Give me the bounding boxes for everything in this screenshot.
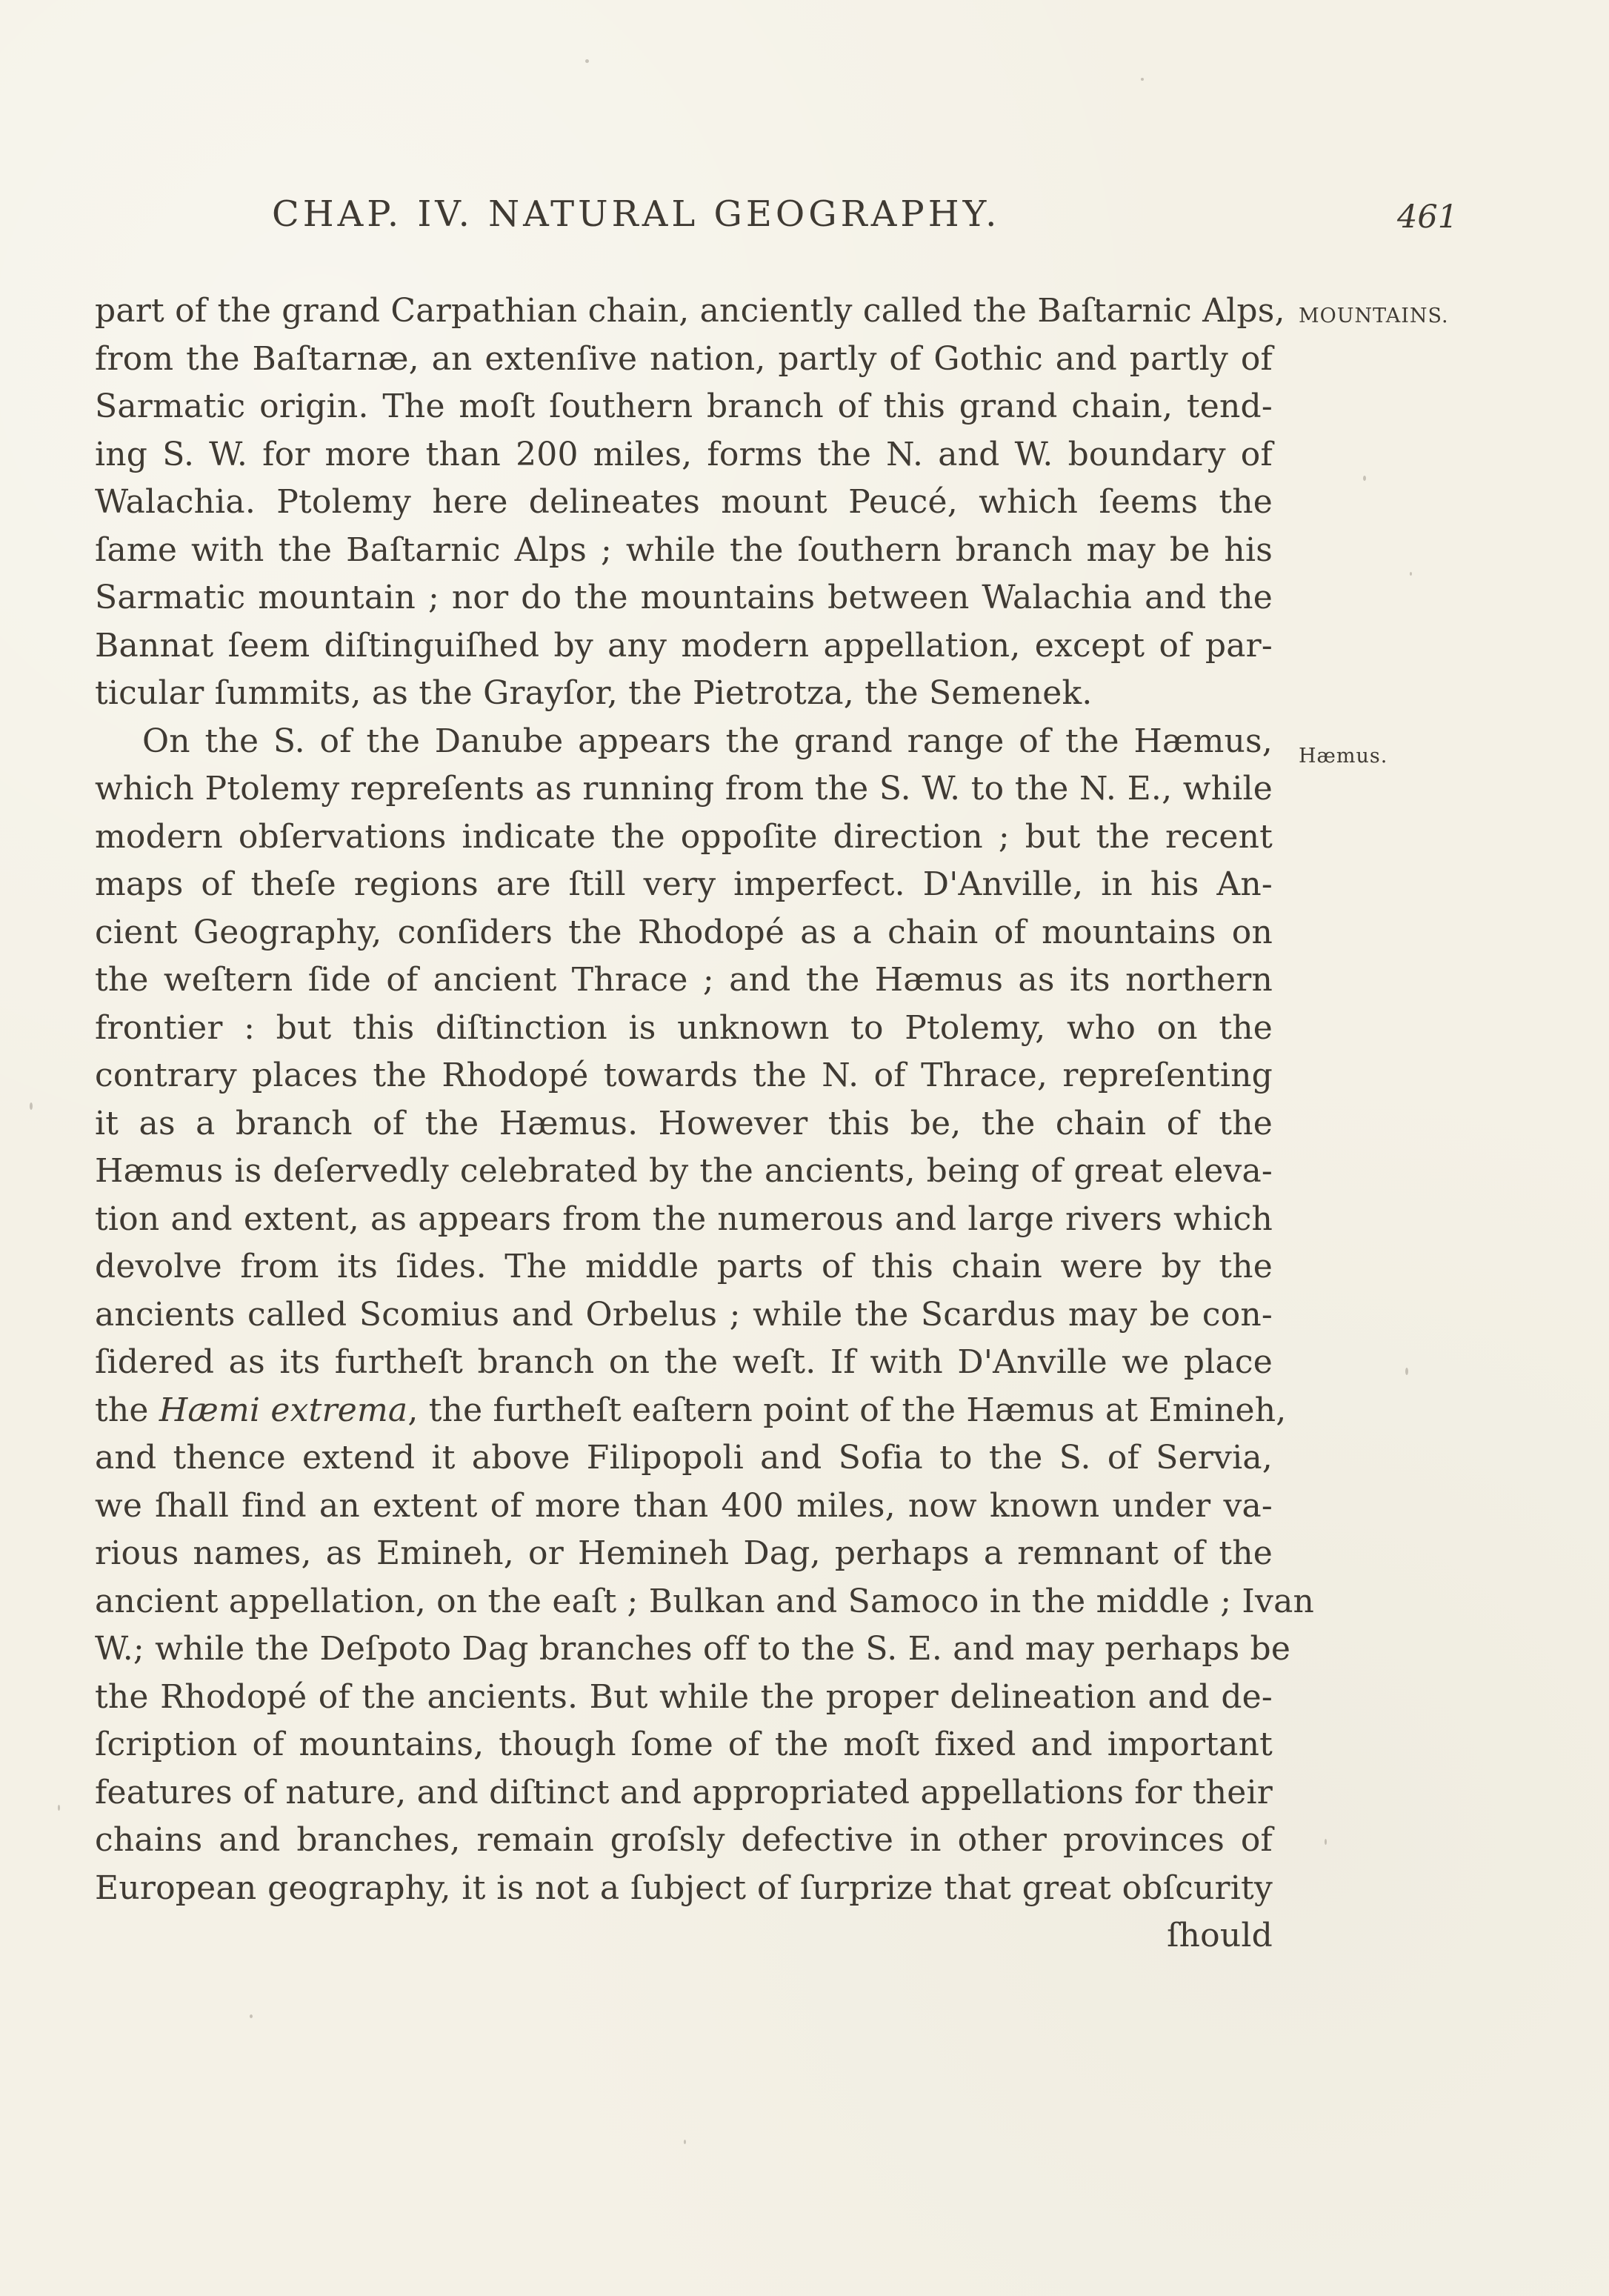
text-line: Hæmus is deſervedly celebrated by the ancients, being of great eleva- (95, 1152, 1273, 1190)
text-line: rious names, as Emineh, or Hemineh Dag, perhaps a remnant of the (95, 1534, 1273, 1572)
text-line: modern obſervations indicate the oppoſite direction ; but the recent (95, 817, 1273, 856)
paragraph-first-line: On the S. of the Danube appears the grand range of the Hæmus, (142, 722, 1273, 760)
text-line: ancient appellation, on the eaſt ; Bulkan and Samoco in the middle ; Ivan (95, 1582, 1315, 1620)
text-line: frontier : but this diſtinction is unknown to Ptolemy, who on the (95, 1008, 1273, 1047)
text-line: which Ptolemy repreſents as running from the S. W. to the N. E., while (95, 770, 1273, 808)
line-prefix: the (95, 1391, 159, 1429)
text-line: Sarmatic mountain ; nor do the mountains between Walachia and the (95, 579, 1273, 616)
text-line: chains and branches, remain groſsly defective in other provinces of (95, 1821, 1273, 1859)
text-line: the Rhodopé of the ancients. But while the proper delineation and de- (95, 1677, 1273, 1716)
text-line: tion and extent, as appears from the numerous and large rivers which (95, 1199, 1273, 1238)
text-line: ſidered as its furtheſt branch on the weſt. If with D'Anville we place (95, 1343, 1273, 1381)
paper-speck (1410, 572, 1412, 576)
paper-speck (1325, 1839, 1327, 1845)
text-line: W.; while the Deſpoto Dag branches off to the S. E. and may perhaps be (95, 1630, 1291, 1668)
text-line: contrary places the Rhodopé towards the N. of Thrace, repreſenting (95, 1057, 1273, 1094)
text-line: ancients called Scomius and Orbelus ; while the Scardus may be con- (95, 1295, 1273, 1334)
text-line: maps of theſe regions are ſtill very imperfect. D'Anville, in his An- (95, 865, 1273, 903)
text-line: we ſhall find an extent of more than 400 miles, now known under va- (95, 1486, 1273, 1525)
text-line: it as a branch of the Hæmus. However this be, the chain of the (95, 1104, 1273, 1142)
text-line: European geography, it is not a ſubject of ſurprize that great obſcurity (95, 1869, 1273, 1907)
paper-speck (250, 2014, 253, 2018)
text-line: features of nature, and diſtinct and appropriated appellations for their (95, 1773, 1273, 1811)
text-line: from the Baſtarnæ, an extenſive nation, partly of Gothic and partly of (95, 339, 1273, 378)
margin-note-haemus: Hæmus. (1299, 745, 1388, 768)
paper-speck (1405, 1368, 1408, 1375)
paper-speck (1141, 78, 1144, 81)
page-header: CHAP. IV. NATURAL GEOGRAPHY. (272, 193, 1001, 235)
paper-speck (1363, 476, 1366, 481)
text-line: devolve from its ſides. The middle parts of this chain were by the (95, 1248, 1273, 1285)
text-line: Sarmatic origin. The moſt ſouthern branch of this grand chain, tend- (95, 387, 1273, 425)
text-line: Walachia. Ptolemy here delineates mount Peucé, which ſeems the (95, 483, 1273, 521)
catchword: ſhould (1167, 1917, 1273, 1954)
text-line: Bannat ſeem diſtinguiſhed by any modern appellation, except of par- (95, 626, 1273, 665)
text-line-italic-phrase (95, 1387, 1287, 1435)
page-number: 461 (1397, 199, 1459, 236)
paper-speck (58, 1805, 60, 1811)
line-suffix: , the furtheſt eaſtern point of the Hæmus at Emineh, (407, 1391, 1287, 1429)
text-line: and thence extend it above Filipopoli and Sofia to the S. of Servia, (95, 1439, 1273, 1477)
text-line: ſcription of mountains, though ſome of the moſt fixed and important (95, 1726, 1273, 1763)
paper-speck (30, 1102, 33, 1110)
text-line: part of the grand Carpathian chain, anciently called the Baſtarnic Alps, (95, 292, 1285, 330)
text-line: cient Geography, conſiders the Rhodopé as a chain of mountains on (95, 913, 1273, 951)
margin-note-mountains: MOUNTAINS. (1299, 305, 1449, 327)
text-line: ing S. W. for more than 200 miles, forms the N. and W. boundary of (95, 435, 1273, 473)
text-line: ticular ſummits, as the Grayſor, the Pietrotza, the Semenek. (95, 674, 1093, 712)
text-line: the weſtern ſide of ancient Thrace ; and the Hæmus as its northern (95, 961, 1273, 999)
body-text (95, 287, 1315, 1960)
text-line: ſame with the Baſtarnic Alps ; while the ſouthern branch may be his (95, 530, 1273, 569)
paper-speck (585, 59, 589, 63)
italic-phrase: Hæmi extrema (159, 1391, 408, 1429)
paper-speck (684, 2140, 686, 2144)
